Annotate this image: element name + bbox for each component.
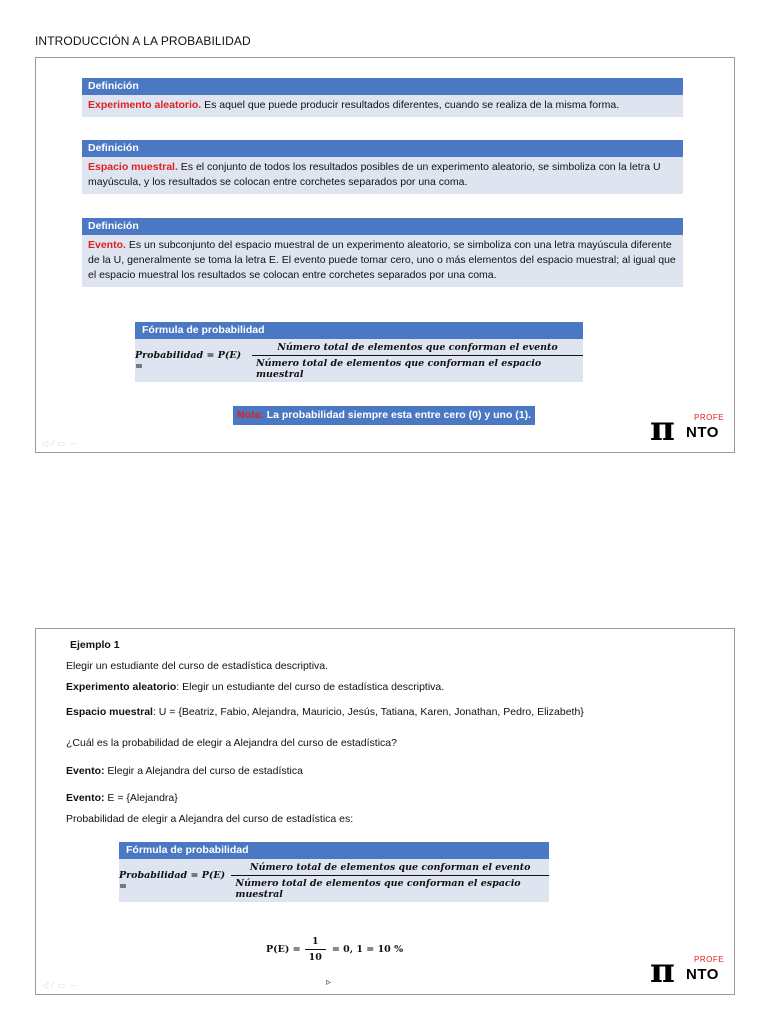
pen-tool-icon[interactable]: ⁄	[52, 439, 58, 448]
definition-term: Espacio muestral.	[88, 161, 178, 173]
experiment-text: : Elegir un estudiante del curso de estadística descriptiva.	[176, 681, 445, 693]
definition-box-experimento	[82, 78, 683, 117]
definition-term: Experimento aleatorio.	[88, 99, 202, 111]
example-question: ¿Cuál es la probabilidad de elegir a Alejandra del curso de estadística?	[66, 737, 397, 749]
formula-numerator: Número total de elementos que conforman el evento	[277, 341, 558, 353]
definition-text: Es un subconjunto del espacio muestral de un experimento aleatorio, se simboliza con una letra mayúscula diferente de la U, generalmente se toma la letra E. El evento puede tomar cero, uno o más elementos del espacio muestral; al igual que el espacio muestral los resultados se colocan entre corchetes separados por una coma.	[88, 239, 676, 281]
event-text: E = {Alejandra}	[104, 792, 178, 804]
more-icon[interactable]: ⋯	[69, 981, 82, 990]
slide-toolbar[interactable]	[42, 439, 81, 448]
document-title: INTRODUCCIÓN A LA PROBABILIDAD	[35, 34, 251, 48]
calc-result: = 0, 1 = 10 %	[331, 944, 404, 955]
slide-definitions	[35, 57, 735, 453]
calc-fraction	[305, 936, 326, 963]
event-label: Evento:	[66, 792, 105, 804]
definition-box-espacio	[82, 140, 683, 194]
formula-box	[119, 842, 549, 902]
slide-toolbar[interactable]	[42, 981, 81, 990]
example-event-1	[66, 765, 303, 777]
example-heading-text: Ejemplo 1	[70, 639, 120, 651]
event-text: Elegir a Alejandra del curso de estadística	[104, 765, 303, 777]
experiment-label: Experimento aleatorio	[66, 681, 177, 693]
more-icon[interactable]: ⋯	[69, 439, 82, 448]
logo-text-top: PROFE	[694, 955, 725, 964]
pointer-tool-icon[interactable]: ◁	[42, 439, 53, 448]
formula-expression	[135, 339, 583, 382]
calc-lhs: P(E) =	[266, 944, 301, 955]
event-label: Evento:	[66, 765, 105, 777]
logo-text-bottom: NTO	[686, 424, 719, 441]
profe-punto-logo	[650, 951, 725, 991]
definition-title: Definición	[82, 218, 683, 235]
definition-title: Definición	[82, 78, 683, 95]
space-label: Espacio muestral	[66, 706, 153, 718]
formula-denominator: Número total de elementos que conforman el espacio muestral	[252, 355, 583, 380]
definition-title: Definición	[82, 140, 683, 157]
nota-label: Nota:	[236, 409, 264, 421]
definition-text: Es aquel que puede producir resultados diferentes, cuando se realiza de la misma forma.	[201, 99, 620, 111]
formula-fraction	[231, 862, 549, 900]
nota-text: La probabilidad siempre esta entre cero (0) y uno (1).	[263, 409, 532, 421]
logo-text-bottom: NTO	[686, 966, 719, 983]
calc-denominator: 10	[305, 949, 326, 963]
example-event-2	[66, 792, 178, 804]
slides-icon[interactable]: ▭	[57, 439, 70, 448]
formula-lhs: Probabilidad = P(E) =	[119, 869, 226, 892]
example-heading	[70, 639, 120, 651]
nota-banner	[233, 406, 535, 425]
mouse-cursor-icon: ▹	[326, 977, 332, 988]
slide-example	[35, 628, 735, 995]
formula-lhs: Probabilidad = P(E) =	[135, 349, 242, 372]
pi-logo-icon: π	[650, 951, 675, 991]
formula-title: Fórmula de probabilidad	[119, 842, 549, 859]
definition-body	[82, 95, 683, 117]
pen-tool-icon[interactable]: ⁄	[52, 981, 58, 990]
formula-numerator: Número total de elementos que conforman el evento	[249, 861, 531, 873]
example-probability-text: Probabilidad de elegir a Alejandra del curso de estadística es:	[66, 813, 354, 825]
definition-term: Evento.	[88, 239, 126, 251]
formula-box	[135, 322, 583, 382]
calc-numerator: 1	[311, 936, 319, 947]
definition-body	[82, 157, 683, 194]
slides-icon[interactable]: ▭	[57, 981, 70, 990]
profe-punto-logo	[650, 409, 725, 449]
formula-expression	[119, 859, 549, 902]
definition-text: Es el conjunto de todos los resultados posibles de un experimento aleatorio, se simboliza con la letra U mayúscula, y los resultados se colocan entre corchetes separados por una coma.	[88, 161, 661, 188]
pointer-tool-icon[interactable]: ◁	[42, 981, 53, 990]
space-text: : U = {Beatriz, Fabio, Alejandra, Mauricio, Jesús, Tatiana, Karen, Jonathan, Pedro, Elizabeth}	[152, 706, 584, 718]
formula-title: Fórmula de probabilidad	[135, 322, 583, 339]
definition-box-evento	[82, 218, 683, 287]
definition-body	[82, 235, 683, 287]
example-intro: Elegir un estudiante del curso de estadística descriptiva.	[66, 660, 329, 672]
pi-logo-icon: π	[650, 409, 675, 449]
formula-denominator: Número total de elementos que conforman el espacio muestral	[231, 875, 549, 900]
example-space	[66, 706, 584, 718]
probability-calculation	[266, 936, 403, 963]
logo-text-top: PROFE	[694, 413, 725, 422]
example-experiment	[66, 681, 444, 693]
formula-fraction	[252, 342, 583, 380]
